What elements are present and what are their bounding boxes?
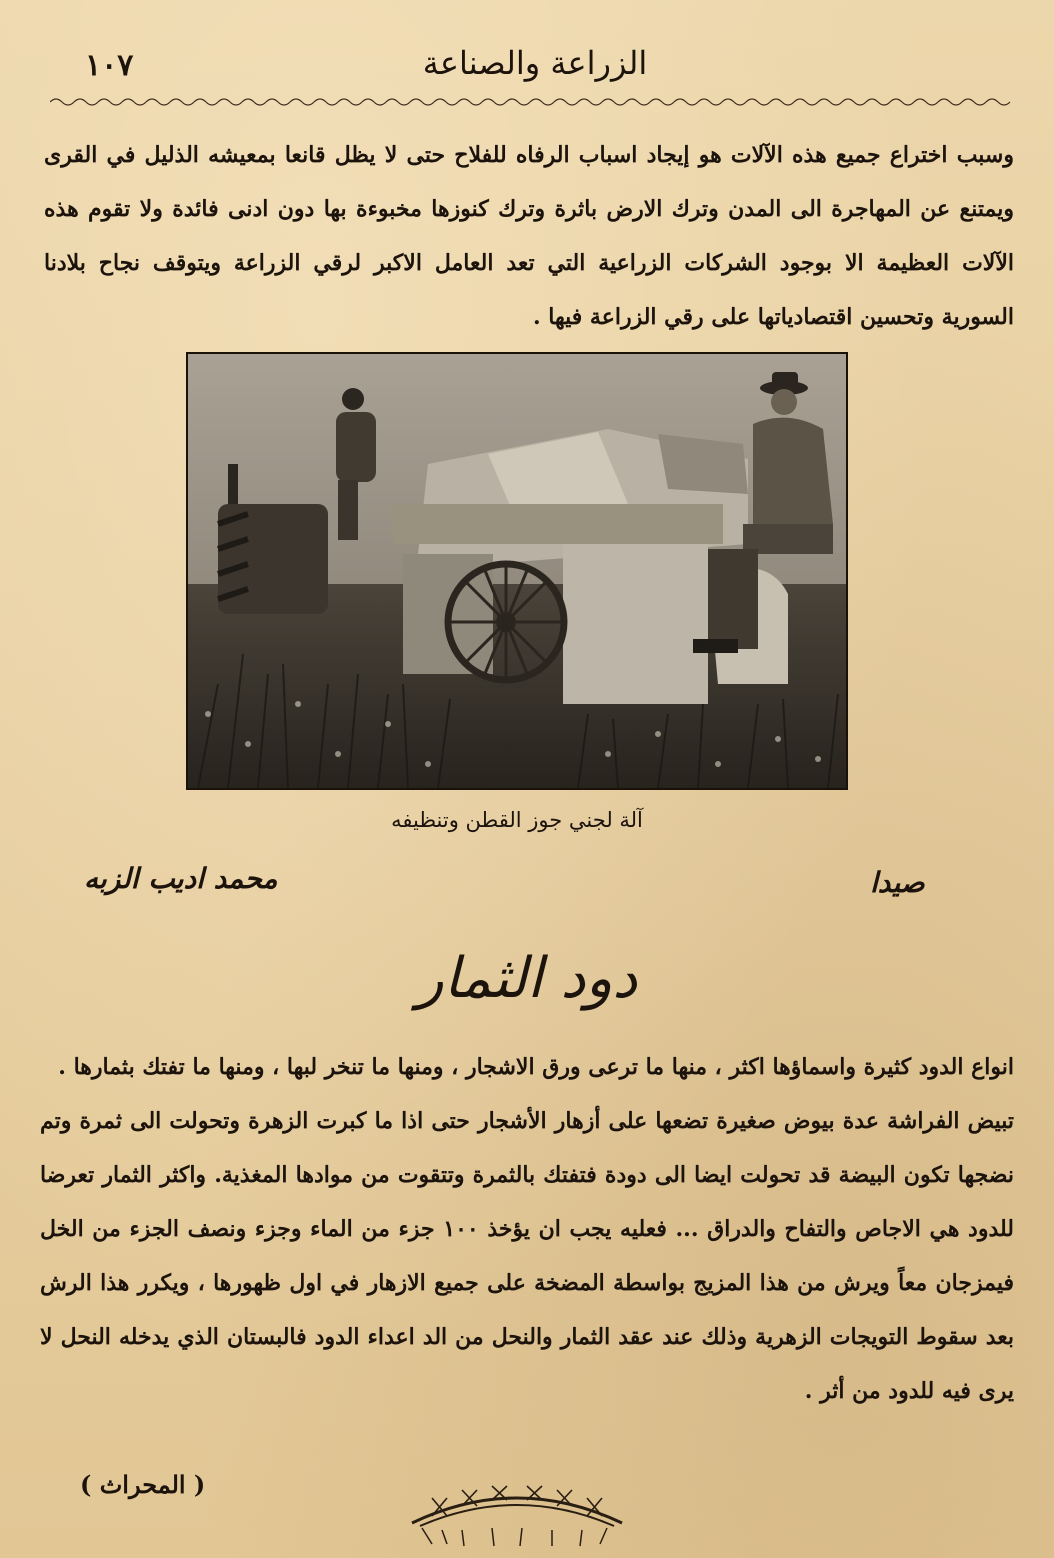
photo-caption: آلة لجني جوز القطن وتنظيفه: [391, 808, 643, 832]
source-credit: ( المحراث ): [80, 1470, 206, 1499]
page-header: [60, 40, 1010, 90]
article-title: دود الثمار: [416, 946, 638, 1011]
harvester-illustration: [188, 354, 846, 788]
intro-paragraph: وسبب اختراع جميع هذه الآلات هو إيجاد اسباب الرفاه للفلاح حتى لا يظل قانعا بمعيشه الذليل في القرى ويمتنع عن المهاجرة الى المدن وترك الارض باثرة وترك كنوزها مخبوءة بها دون ادنى فائدة ولا تقوم هذه الآلات العظيمة الا بوجود الشركات الزراعية التي تعد العامل الاكبر لرقي الزراعة ويتوقف نجاح بلادنا السورية وتحسين اقتصادياتها على رقي الزراعة فيها .: [44, 142, 1014, 330]
place-signature: صيدا: [870, 866, 925, 899]
bridge-ornament-icon: [402, 1468, 632, 1548]
article-paragraph: تبيض الفراشة عدة بيوض صغيرة تضعها على أزهار الأشجار حتى اذا ما كبرت الزهرة وتحولت الى ثمرة وتم نضجها تكون البيضة قد تحولت ايضا الى دودة فتفتك بالثمرة وتتقوت من موادها المغذية. واكثر الثمار تعرضا للدود هي الاجاص والتفاح والدراق ... فعليه يجب ان يؤخذ ١٠٠ جزء من الماء وجزء ونصف الجزء من الخل فيمزجان معاً ويرش من هذا المزيج بواسطة المضخة على جميع الازهار في اول ظهورها ، ويكرر هذا الرش بعد سقوط التويجات الزهرية وذلك عند عقد الثمار والنحل من الد اعداء الدود فالبستان الذي يدخله النحل لا يرى فيه للدود من أثر .: [40, 1108, 1015, 1404]
cotton-harvester-photo: [186, 352, 848, 790]
article-paragraph: انواع الدود كثيرة واسماؤها اكثر ، منها ما ترعى ورق الاشجار ، ومنها ما تنخر لبها ، ومنها ما تفتك بثمارها .: [58, 1054, 1014, 1080]
page-number: ١٠٧: [85, 48, 134, 83]
wavy-divider: [50, 96, 1012, 108]
running-title: الزراعة والصناعة: [422, 44, 648, 82]
author-signature: محمد اديب الزبه: [84, 862, 278, 895]
article-body: [40, 1040, 1014, 1418]
